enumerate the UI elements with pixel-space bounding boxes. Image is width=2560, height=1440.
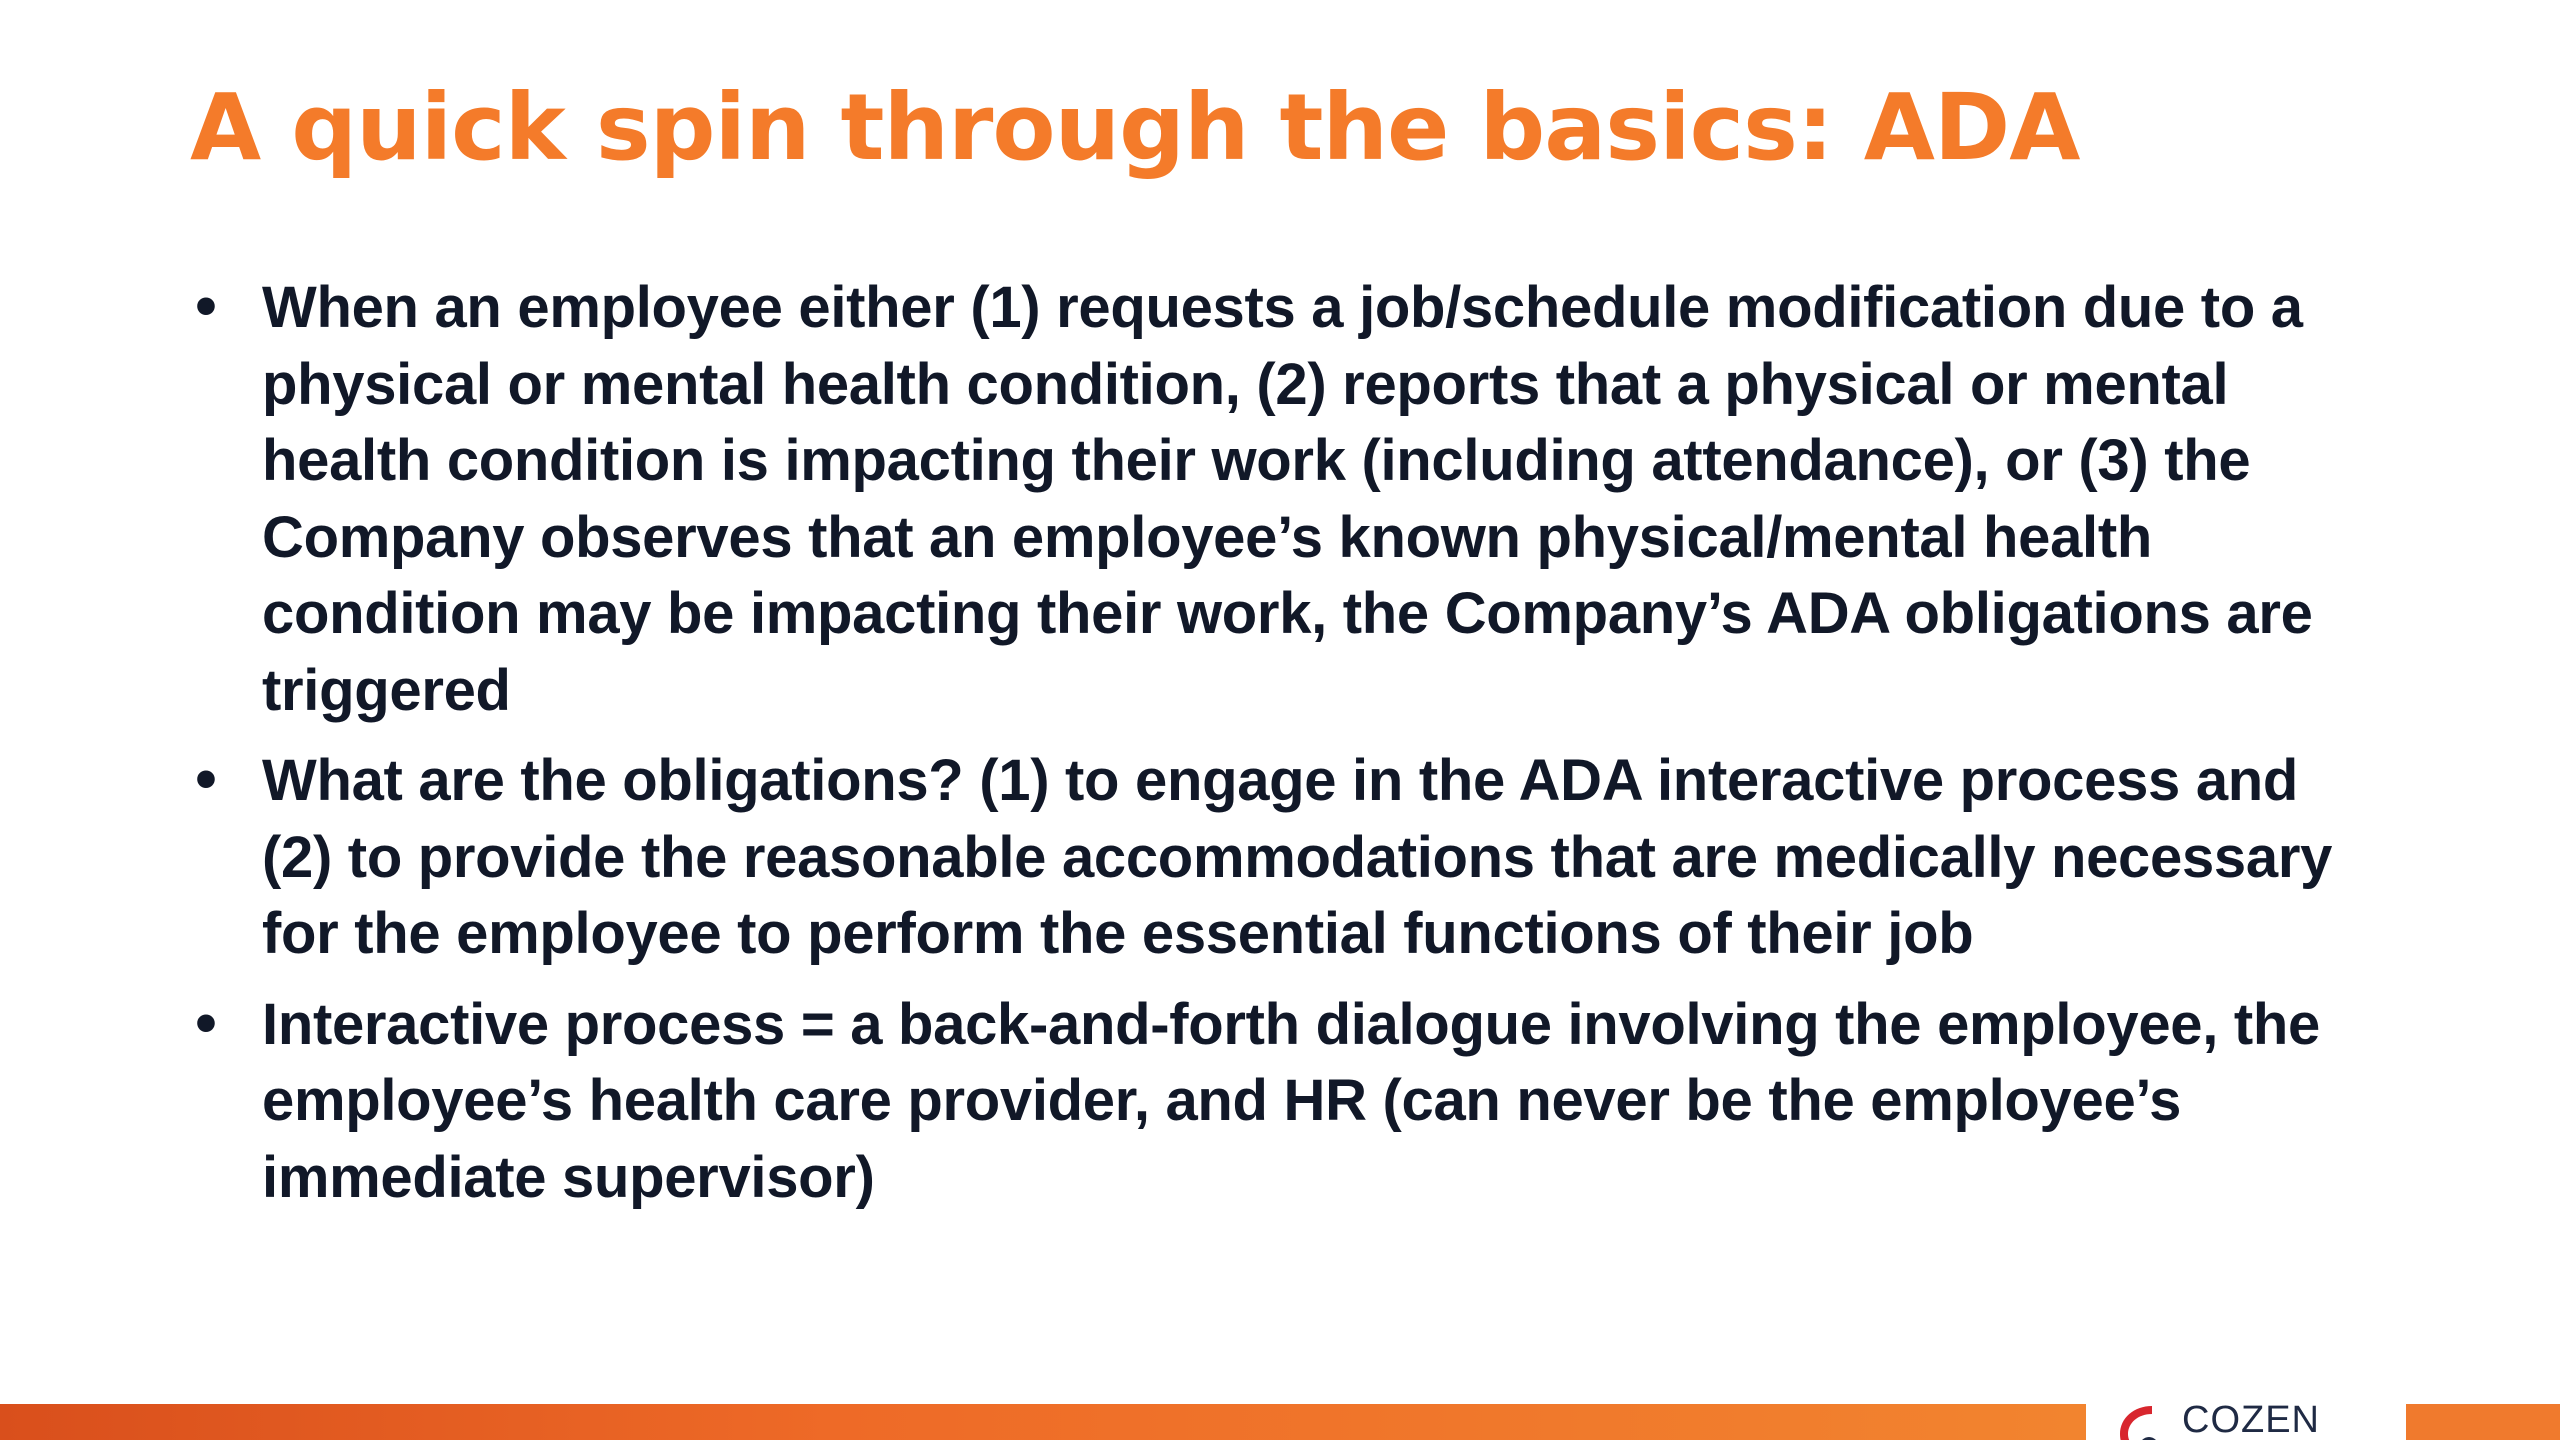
slide-title: A quick spin through the basics: ADA <box>190 74 2080 181</box>
bullet-marker: • <box>190 752 222 810</box>
cozen-logo-icon <box>2108 1396 2168 1440</box>
bullet-text: What are the obligations? (1) to engage in the ADA interactive process and (2) to provide the reasonable accommodations that are medically necessary for the employee to perform the essential functions of their job <box>262 748 2333 966</box>
bullet-text: Interactive process = a back-and-forth dialogue involving the employee, the employee’s health care provider, and HR (can never be the employee’s immediate supervisor) <box>262 991 2320 1210</box>
bullet-marker: • <box>190 279 222 337</box>
cozen-logo <box>2108 1396 2388 1440</box>
bullet-text: When an employee either (1) requests a job/schedule modification due to a physical or mental health condition, (2) reports that a physical or mental health condition is impacting their work (including attendance), or (3) the Company observes that an employee’s known physical/mental health condition may be impacting their work, the Company’s ADA obligations are triggered <box>262 275 2313 723</box>
bullet-item <box>180 987 2360 1217</box>
bullet-list <box>180 270 2360 1230</box>
footer-accent-bar <box>0 1404 2086 1440</box>
bullet-item <box>180 270 2360 729</box>
footer-accent-bar-right <box>2406 1404 2560 1440</box>
bullet-marker: • <box>190 995 222 1054</box>
logo-text: COZEN <box>2182 1399 2320 1440</box>
bullet-item <box>180 743 2360 973</box>
